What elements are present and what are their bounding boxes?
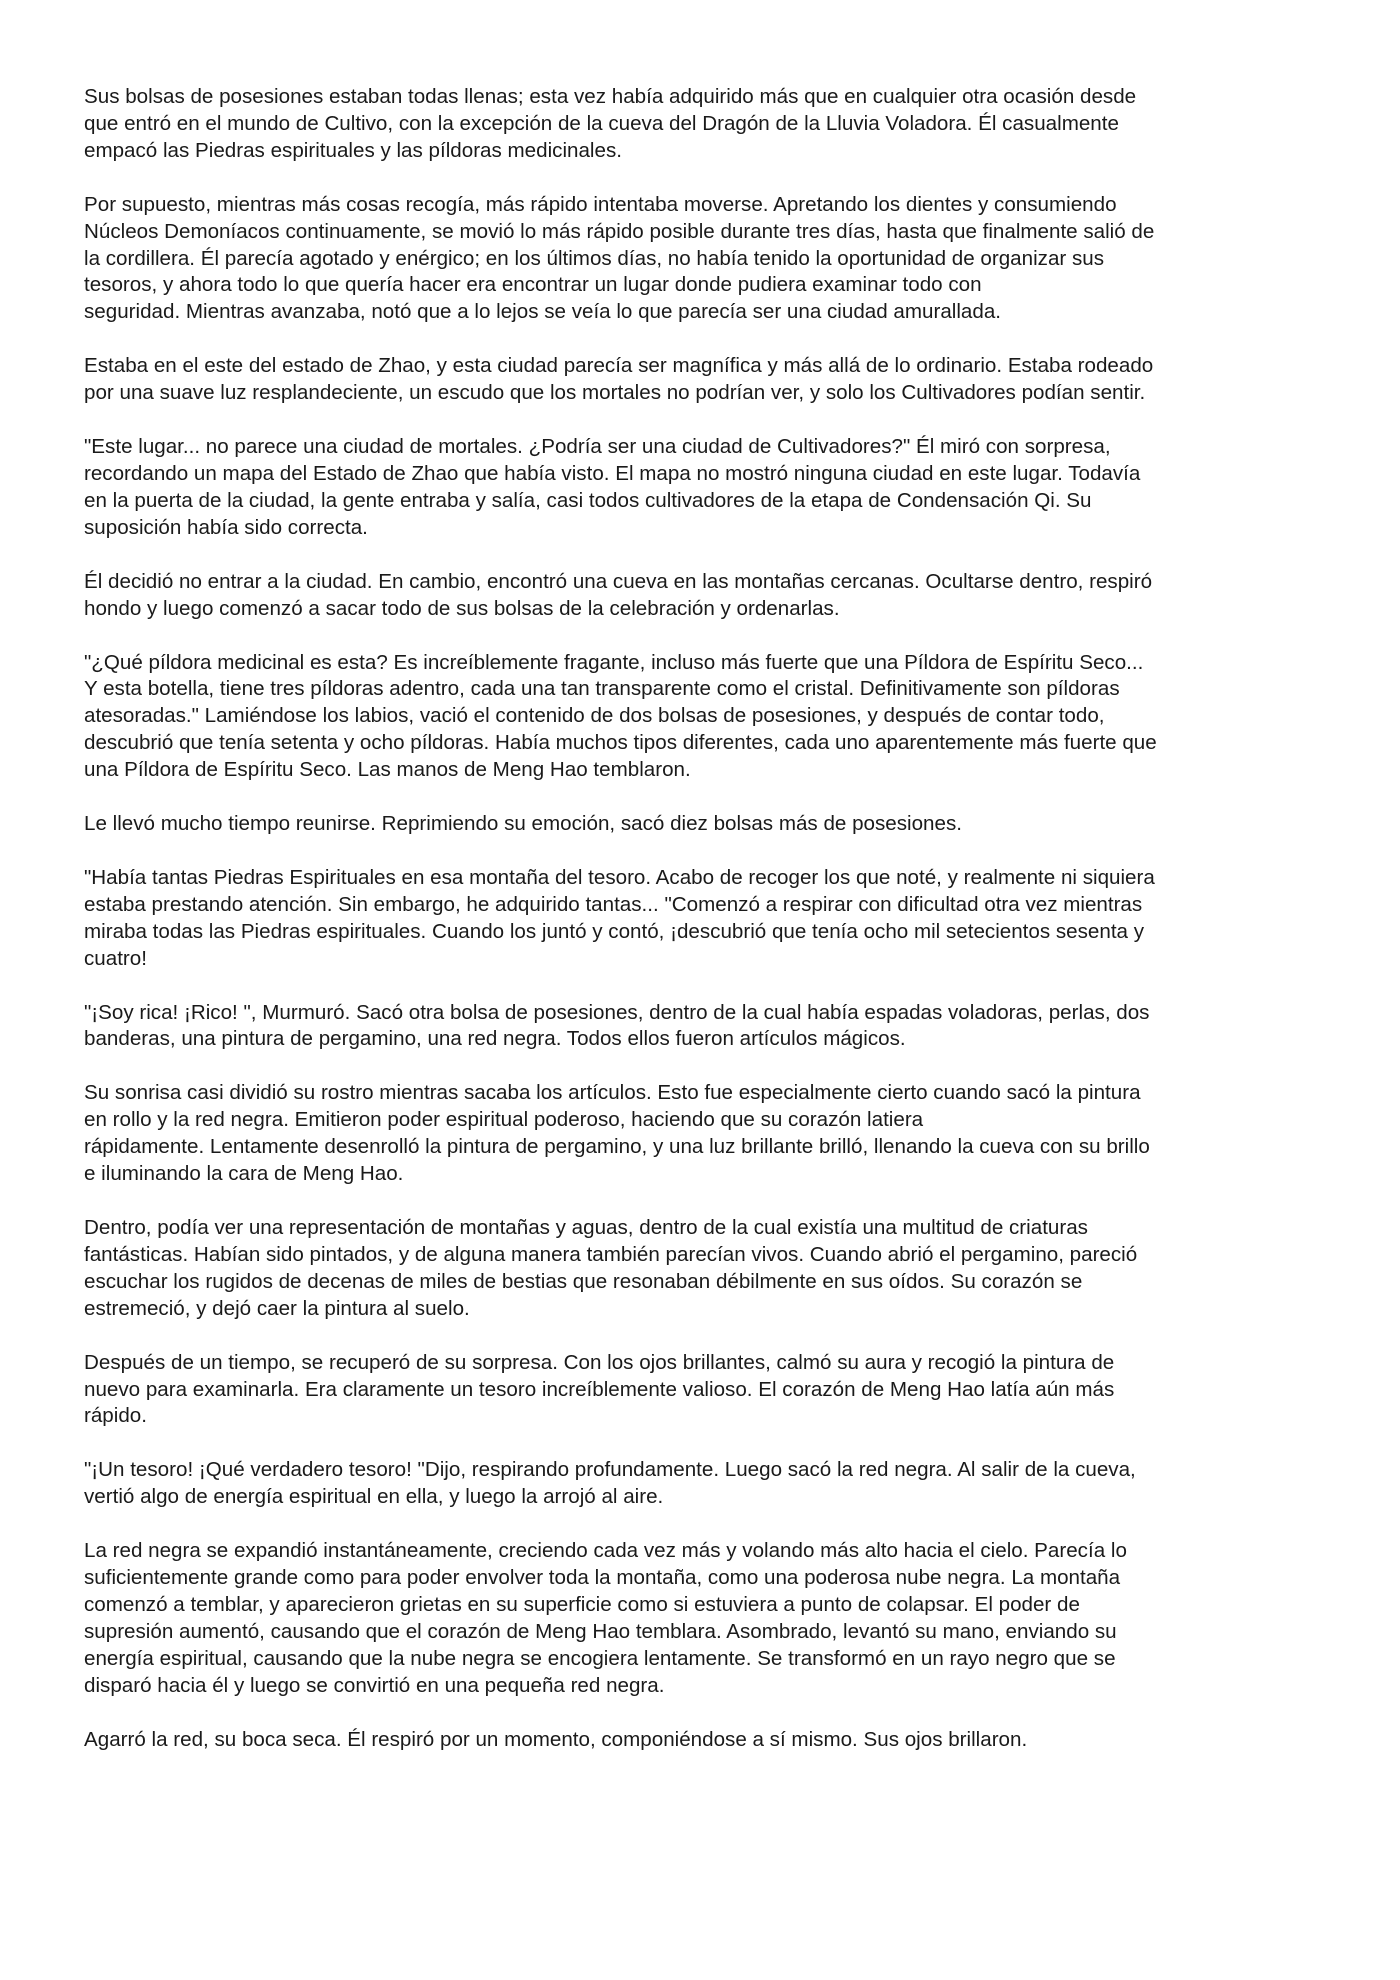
paragraph: "¿Qué píldora medicinal es esta? Es increíblemente fragante, incluso más fuerte que una Píldora de Espíritu Seco... Y esta botella, tiene tres píldoras adentro, cada una tan transparente como el cristal. Definitivamente son píldoras atesoradas." Lamiéndose los labios, vació el contenido de dos bolsas de posesiones, y después de contar todo, descubrió que tenía setenta y ocho píldoras. Había muchos tipos diferentes, cada uno aparentemente más fuerte que una Píldora de Espíritu Seco. Las manos de Meng Hao temblaron.	[84, 650, 1157, 782]
paragraph: Por supuesto, mientras más cosas recogía, más rápido intentaba moverse. Apretando los dientes y consumiendo Núcleos Demoníacos continuamente, se movió lo más rápido posible durante tres días, hasta que finalmente salió de la cordillera. Él parecía agotado y enérgico; en los últimos días, no había tenido la oportunidad de organizar sus tesoros, y ahora todo lo que quería hacer era encontrar un lugar donde pudiera examinar todo con seguridad. Mientras avanzaba, notó que a lo lejos se veía lo que parecía ser una ciudad amurallada.	[84, 192, 1155, 324]
paragraph: Le llevó mucho tiempo reunirse. Reprimiendo su emoción, sacó diez bolsas más de posesiones.	[84, 812, 962, 836]
paragraph: "Este lugar... no parece una ciudad de mortales. ¿Podría ser una ciudad de Cultivadores?" Él miró con sorpresa, recordando un mapa del Estado de Zhao que había visto. El mapa no mostró ninguna ciudad en este lugar. Todavía en la puerta de la ciudad, la gente entraba y salía, casi todos cultivadores de la etapa de Condensación Qi. Su suposición había sido correcta.	[84, 435, 1141, 539]
paragraph: Después de un tiempo, se recuperó de su sorpresa. Con los ojos brillantes, calmó su aura y recogió la pintura de nuevo para examinarla. Era claramente un tesoro increíblemente valioso. El corazón de Meng Hao latía aún más rápido.	[84, 1350, 1115, 1428]
paragraph: "¡Un tesoro! ¡Qué verdadero tesoro! "Dijo, respirando profundamente. Luego sacó la red negra. Al salir de la cueva, vertió algo de energía espiritual en ella, y luego la arrojó al aire.	[84, 1458, 1136, 1509]
paragraph: Estaba en el este del estado de Zhao, y esta ciudad parecía ser magnífica y más allá de lo ordinario. Estaba rodeado por una suave luz resplandeciente, un escudo que los mortales no podrían ver, y solo los Cultivadores podían sentir.	[84, 354, 1154, 405]
paragraph: "¡Soy rica! ¡Rico! ", Murmuró. Sacó otra bolsa de posesiones, dentro de la cual había espadas voladoras, perlas, dos banderas, una pintura de pergamino, una red negra. Todos ellos fueron artículos mágicos.	[84, 1000, 1150, 1051]
paragraph: Él decidió no entrar a la ciudad. En cambio, encontró una cueva en las montañas cercanas. Ocultarse dentro, respiró hondo y luego comenzó a sacar todo de sus bolsas de la celebración y ordenarlas.	[84, 569, 1153, 620]
paragraph: La red negra se expandió instantáneamente, creciendo cada vez más y volando más alto hacia el cielo. Parecía lo suficientemente grande como para poder envolver toda la montaña, como una poderosa nube negra. La montaña comenzó a temblar, y aparecieron grietas en su superficie como si estuviera a punto de colapsar. El poder de supresión aumentó, causando que el corazón de Meng Hao temblara. Asombrado, levantó su mano, enviando su energía espiritual, causando que la nube negra se encogiera lentamente. Se transformó en un rayo negro que se disparó hacia él y luego se convirtió en una pequeña red negra.	[84, 1539, 1127, 1697]
paragraph: Su sonrisa casi dividió su rostro mientras sacaba los artículos. Esto fue especialmente cierto cuando sacó la pintura en rollo y la red negra. Emitieron poder espiritual poderoso, haciendo que su corazón latiera rápidamente. Lentamente desenrolló la pintura de pergamino, y una luz brillante brilló, llenando la cueva con su brillo e iluminando la cara de Meng Hao.	[84, 1081, 1150, 1186]
paragraph: Dentro, podía ver una representación de montañas y aguas, dentro de la cual existía una multitud de criaturas fantásticas. Habían sido pintados, y de alguna manera también parecían vivos. Cuando abrió el pergamino, pareció escuchar los rugidos de decenas de miles de bestias que resonaban débilmente en sus oídos. Su corazón se estremeció, y dejó caer la pintura al suelo.	[84, 1216, 1138, 1320]
document-body	[84, 84, 1318, 1781]
paragraph: Sus bolsas de posesiones estaban todas llenas; esta vez había adquirido más que en cualquier otra ocasión desde que entró en el mundo de Cultivo, con la excepción de la cueva del Dragón de la Lluvia Voladora. Él casualmente empacó las Piedras espirituales y las píldoras medicinales.	[84, 85, 1137, 162]
paragraph: "Había tantas Piedras Espirituales en esa montaña del tesoro. Acabo de recoger los que noté, y realmente ni siquiera estaba prestando atención. Sin embargo, he adquirido tantas... "Comenzó a respirar con dificultad otra vez mientras miraba todas las Piedras espirituales. Cuando los juntó y contó, ¡descubrió que tenía ocho mil setecientos sesenta y cuatro!	[84, 865, 1155, 970]
paragraph: Agarró la red, su boca seca. Él respiró por un momento, componiéndose a sí mismo. Sus ojos brillaron.	[84, 1727, 1028, 1751]
